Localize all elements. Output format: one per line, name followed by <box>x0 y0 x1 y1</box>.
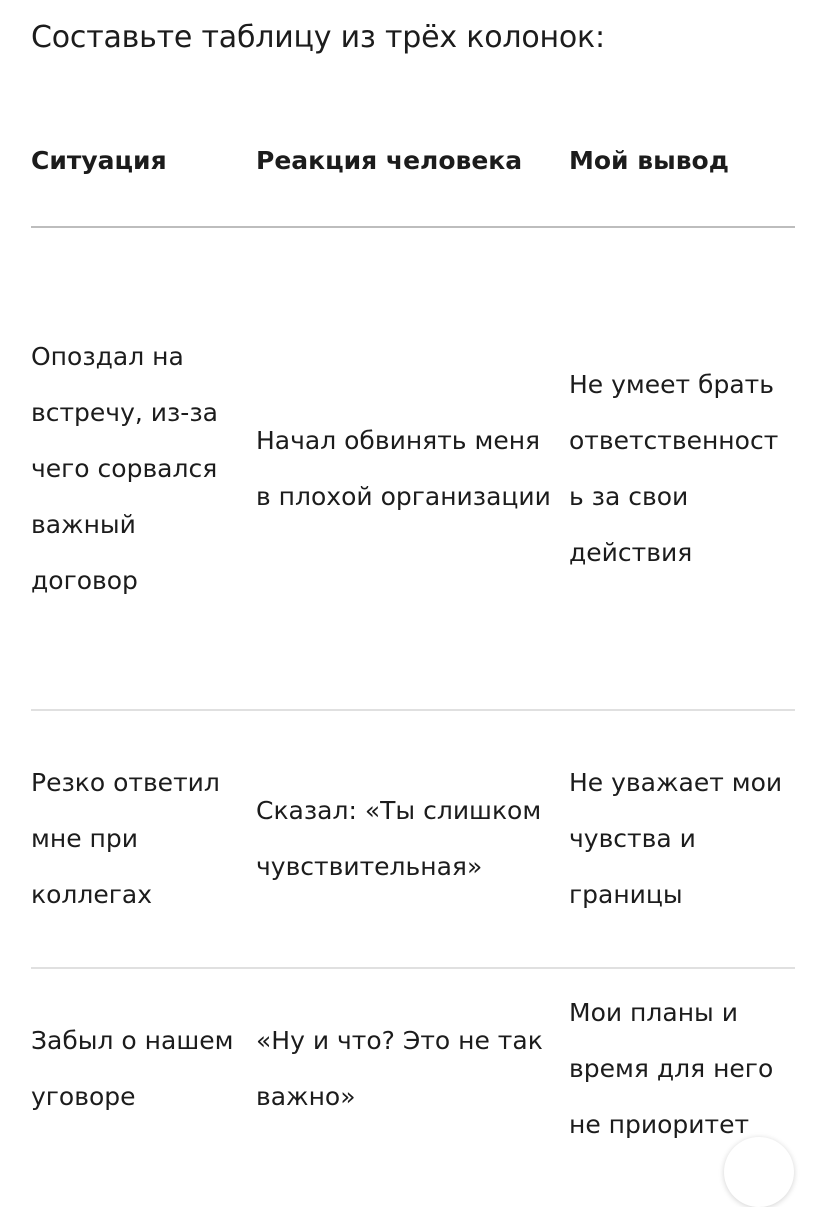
intro-text: Составьте таблицу из трёх колонок: <box>31 20 605 55</box>
header-conclusion: Мой вывод <box>569 96 795 227</box>
cell-reaction: Начал обвинять меня в плохой организации <box>256 227 569 710</box>
cell-reaction: Сказал: «Ты слишком чувствительная» <box>256 710 569 968</box>
table-row <box>31 968 795 1169</box>
cell-conclusion: Мои планы и время для него не приоритет <box>569 998 774 1139</box>
cell-situation: Забыл о нашем уговоре <box>31 1026 234 1111</box>
table-header-row <box>31 96 795 227</box>
cell-conclusion: Не умеет брать ответственность за свои действия <box>569 227 795 710</box>
header-situation: Ситуация <box>31 96 256 227</box>
cell-conclusion: Не уважает мои чувства и границы <box>569 710 795 968</box>
header-reaction: Реакция человека <box>256 96 569 227</box>
cell-situation: Резко ответил мне при коллегах <box>31 710 256 968</box>
cell-situation: Опоздал на встречу, из-за чего сорвался важный договор <box>31 227 256 710</box>
three-column-table <box>31 96 795 1169</box>
floating-action-button[interactable] <box>724 1137 794 1207</box>
table-row <box>31 227 795 710</box>
cell-reaction: «Ну и что? Это не так важно» <box>256 1026 543 1111</box>
table-row <box>31 710 795 968</box>
